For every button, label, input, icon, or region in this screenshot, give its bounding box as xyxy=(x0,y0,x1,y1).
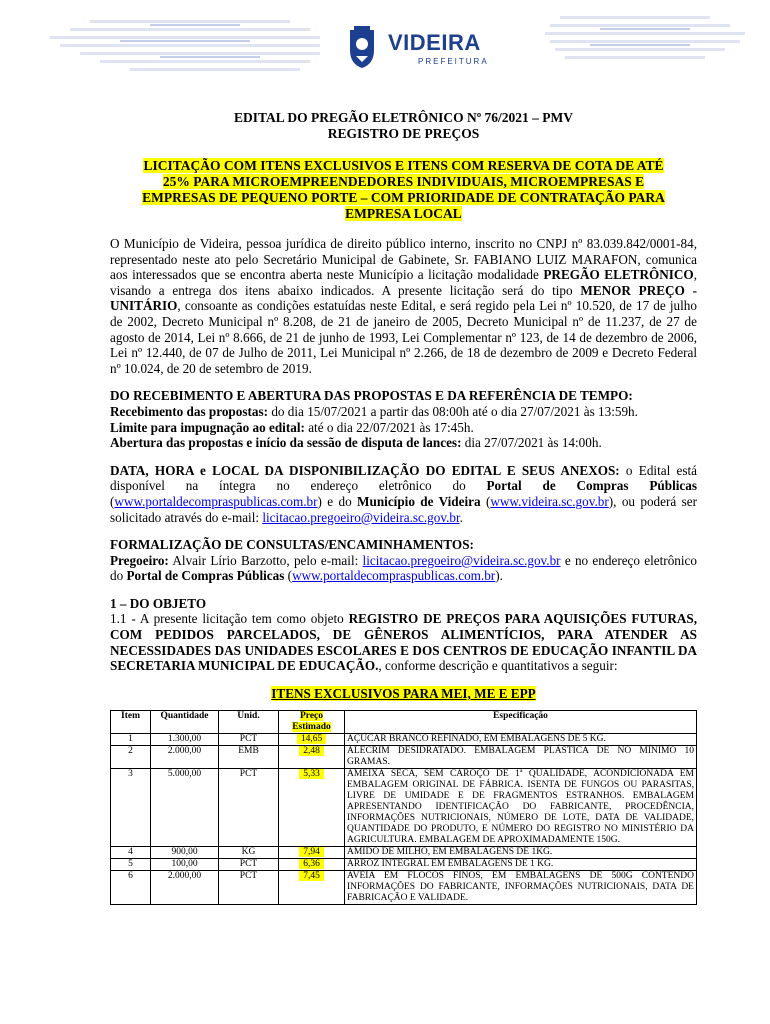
table-row xyxy=(111,745,697,768)
cell-spec: AVEIA EM FLOCOS FINOS, EM EMBALAGENS DE 500G CONTENDO INFORMAÇÕES DO FABRICANTE, INFORMAÇÕES NUTRICIONAIS, DATA DE FABRICAÇÃO E VALIDADE. xyxy=(345,870,697,904)
portal-link[interactable]: www.portaldecompraspublicas.com.br xyxy=(114,493,318,509)
logo-brand: VIDEIRA xyxy=(388,30,481,55)
cell-qtd: 5.000,00 xyxy=(151,768,219,846)
table-row xyxy=(111,846,697,858)
cell-unid: KG xyxy=(219,846,279,858)
col-preco-label: Preço Estimado xyxy=(292,710,331,732)
logo-subtitle: PREFEITURA xyxy=(418,57,489,66)
cell-unid: PCT xyxy=(219,768,279,846)
price-value: 7,45 xyxy=(299,871,324,881)
cell-spec: AÇÚCAR BRANCO REFINADO, EM EMBALAGENS DE 5 KG. xyxy=(345,733,697,745)
form-text: ( xyxy=(284,568,293,584)
cell-preco xyxy=(279,768,345,846)
form-text: ). xyxy=(495,568,503,584)
cell-preco xyxy=(279,733,345,745)
videira-link[interactable]: www.videira.sc.gov.br xyxy=(490,493,609,509)
objeto-heading: 1 – DO OBJETO xyxy=(110,595,207,611)
cell-unid: PCT xyxy=(219,733,279,745)
disp-heading: DATA, HORA e LOCAL DA DISPONIBILIZAÇÃO DO EDITAL E SEUS ANEXOS: xyxy=(110,462,620,478)
cell-item: 1 xyxy=(111,733,151,745)
cell-qtd: 900,00 xyxy=(151,846,219,858)
cell-item: 4 xyxy=(111,846,151,858)
cell-unid: PCT xyxy=(219,858,279,870)
abertura-value: dia 27/07/2021 às 14:00h. xyxy=(461,435,602,451)
cell-spec: AMIDO DE MILHO, EM EMBALAGENS DE 1KG. xyxy=(345,846,697,858)
form-text: Alvair Lírio Barzotto, pelo e-mail: xyxy=(168,552,363,568)
portal-bold: Portal de Compras Públicas xyxy=(486,478,697,494)
col-preco xyxy=(279,710,345,733)
table-header-row xyxy=(111,710,697,733)
table-row xyxy=(111,733,697,745)
intro-text: , visando a entrega dos itens abaixo indicados. A presente licitação será do tipo xyxy=(110,267,697,298)
table-row xyxy=(111,858,697,870)
objeto-section xyxy=(110,596,697,674)
items-title: ITENS EXCLUSIVOS PARA MEI, ME E EPP xyxy=(271,685,536,701)
form-text: e no endereço eletrônico do xyxy=(110,552,697,584)
receb-label: Recebimento das propostas: xyxy=(110,403,269,419)
email-link[interactable]: licitacao.pregoeiro@videira.sc.gov.br xyxy=(262,509,460,525)
cell-qtd: 1.300,00 xyxy=(151,733,219,745)
receb-heading: DO RECEBIMENTO E ABERTURA DAS PROPOSTAS E DA REFERÊNCIA DE TEMPO: xyxy=(110,388,633,404)
impug-label: Limite para impugnação ao edital: xyxy=(110,419,305,435)
videira-logo xyxy=(342,24,532,72)
impug-value: até o dia 22/07/2021 às 17:45h. xyxy=(304,419,474,435)
col-spec: Especificação xyxy=(345,710,697,733)
disp-text: . xyxy=(459,509,463,525)
cell-qtd: 2.000,00 xyxy=(151,870,219,904)
receb-section xyxy=(110,388,697,450)
crest-icon xyxy=(342,26,382,70)
municipio-bold: Município de Videira xyxy=(357,493,481,509)
disp-text: ( xyxy=(110,493,115,509)
objeto-text: , conforme descrição e quantitativos a seguir: xyxy=(378,658,618,674)
col-quantidade: Quantidade xyxy=(151,710,219,733)
intro-paragraph xyxy=(110,236,697,376)
portal-bold: Portal de Compras Públicas xyxy=(126,568,285,584)
tipo-bold: MENOR PREÇO - UNITÁRIO xyxy=(110,282,697,314)
objeto-bold: REGISTRO DE PREÇOS PARA AQUISIÇÕES FUTURAS, COM PEDIDOS PARCELADOS, DE GÊNEROS ALIMENTÍCIOS, PARA ATENDER AS NECESSIDADES DAS UNIDADES ESCOLARES E DOS CENTROS DE EDUCAÇÃO INFANTIL DA SECRETARIA MUNICIPAL DE EDUCAÇÃO. xyxy=(110,611,698,674)
cell-qtd: 2.000,00 xyxy=(151,745,219,768)
doc-subtitle: REGISTRO DE PREÇOS xyxy=(327,126,480,141)
highlight-notice xyxy=(110,158,697,222)
intro-text: , consoante as condições estatuídas neste Edital, e será regido pela Lei nº 10.520, de 17 de julho de 2002, Decreto Municipal nº 8.208, de 21 de janeiro de 2005, Decreto Municipal nº de 11.237, de 27 de agosto de 2014, Lei nº 8.666, de 21 de junho de 1993, Lei Complementar nº 123, de 14 de dezembro de 2006, Lei nº 12.440, de 07 de Julho de 2011, Lei Municipal nº 2.266, de 18 de dezembro de 2009 e Decreto Federal nº 10.024, de 20 de setembro de 2019. xyxy=(110,298,697,376)
price-value: 7,94 xyxy=(299,847,324,857)
intro-text: O Município de Videira, pessoa jurídica de direito público interno, inscrito no CNPJ nº 83.039.842/0001-84, representado neste ato pelo Secretário Municipal de Gabinete, Sr. FABIANO LUIZ MARAFON, comunica aos interessados que se encontra aberta neste Município a licitação modalidade xyxy=(110,236,697,283)
cell-spec: AMEIXA SECA, SEM CAROÇO DE 1ª QUALIDADE, ACONDICIONADA EM EMBALAGEM ORIGINAL DE FÁBRICA. ISENTA DE FUNGOS OU PARASITAS, LIVRE DE UMIDADE E DE FRAGMENTOS ESTRANHOS. EMBALAGEM APRESENTANDO IDENTIFICAÇÃO DO FABRICANTE, PROCEDÊNCIA, INFORMAÇÕES NUTRICIONAIS, NÚMERO DE LOTE, DATA DE VALIDADE, QUANTIDADE DO PRODUTO, E NÚMERO DO REGISTRO NO MINISTÉRIO DA AGRICULTURA. EMBALAGEM DE APROXIMADAMENTE 150G. xyxy=(345,768,697,846)
disp-text: ), ou poderá ser solicitado através do e-mail: xyxy=(110,493,697,525)
receb-value: do dia 15/07/2021 a partir das 08:00h até o dia 27/07/2021 às 13:59h. xyxy=(268,403,638,419)
page-header xyxy=(0,0,770,92)
cell-item: 6 xyxy=(111,870,151,904)
cell-unid: EMB xyxy=(219,745,279,768)
items-title-wrap xyxy=(110,686,697,702)
highlight-line: EMPRESA LOCAL xyxy=(345,206,462,221)
col-unid: Unid. xyxy=(219,710,279,733)
disp-text: o Edital está disponível na íntegra no endereço eletrônico do xyxy=(110,462,697,494)
abertura-label: Abertura das propostas e início da sessão de disputa de lances: xyxy=(110,435,462,451)
cell-preco xyxy=(279,870,345,904)
table-row xyxy=(111,870,697,904)
cell-preco xyxy=(279,858,345,870)
disp-text: ( xyxy=(480,493,491,509)
cell-item: 3 xyxy=(111,768,151,846)
cell-preco xyxy=(279,846,345,858)
highlight-line: EMPRESAS DE PEQUENO PORTE – COM PRIORIDADE DE CONTRATAÇÃO PARA xyxy=(142,190,665,205)
objeto-text: 1.1 - A presente licitação tem como objeto xyxy=(110,611,349,627)
document-body xyxy=(110,110,697,905)
disp-section xyxy=(110,463,697,525)
price-value: 14,65 xyxy=(297,734,326,744)
table-row xyxy=(111,768,697,846)
disp-text: ) e do xyxy=(317,493,358,509)
form-section xyxy=(110,537,697,584)
price-value: 5,33 xyxy=(299,769,324,779)
doc-title: EDITAL DO PREGÃO ELETRÔNICO Nº 76/2021 – PMV xyxy=(233,110,574,125)
cell-spec: ARROZ INTEGRAL EM EMBALAGENS DE 1 KG. xyxy=(345,858,697,870)
price-value: 6,36 xyxy=(299,859,324,869)
cell-item: 5 xyxy=(111,858,151,870)
pregoeiro-email-link[interactable]: licitacao.pregoeiro@videira.sc.gov.br xyxy=(362,552,561,568)
price-value: 2,48 xyxy=(299,746,324,756)
col-item: Item xyxy=(111,710,151,733)
items-table xyxy=(110,710,697,905)
portal-link[interactable]: www.portaldecompraspublicas.com.br xyxy=(292,568,496,584)
modalidade-bold: PREGÃO ELETRÔNICO xyxy=(543,267,694,283)
cell-unid: PCT xyxy=(219,870,279,904)
pregoeiro-label: Pregoeiro: xyxy=(110,552,169,568)
cell-spec: ALECRIM DESIDRATADO. EMBALAGEM PLÁSTICA DE NO MÍNIMO 10 GRAMAS. xyxy=(345,745,697,768)
highlight-line: 25% PARA MICROEMPREENDEDORES INDIVIDUAIS, MICROEMPRESAS E xyxy=(162,174,645,189)
cell-qtd: 100,00 xyxy=(151,858,219,870)
highlight-line: LICITAÇÃO COM ITENS EXCLUSIVOS E ITENS COM RESERVA DE COTA DE ATÉ xyxy=(143,158,664,173)
cell-preco xyxy=(279,745,345,768)
form-heading: FORMALIZAÇÃO DE CONSULTAS/ENCAMINHAMENTOS: xyxy=(110,537,474,553)
cell-item: 2 xyxy=(111,745,151,768)
